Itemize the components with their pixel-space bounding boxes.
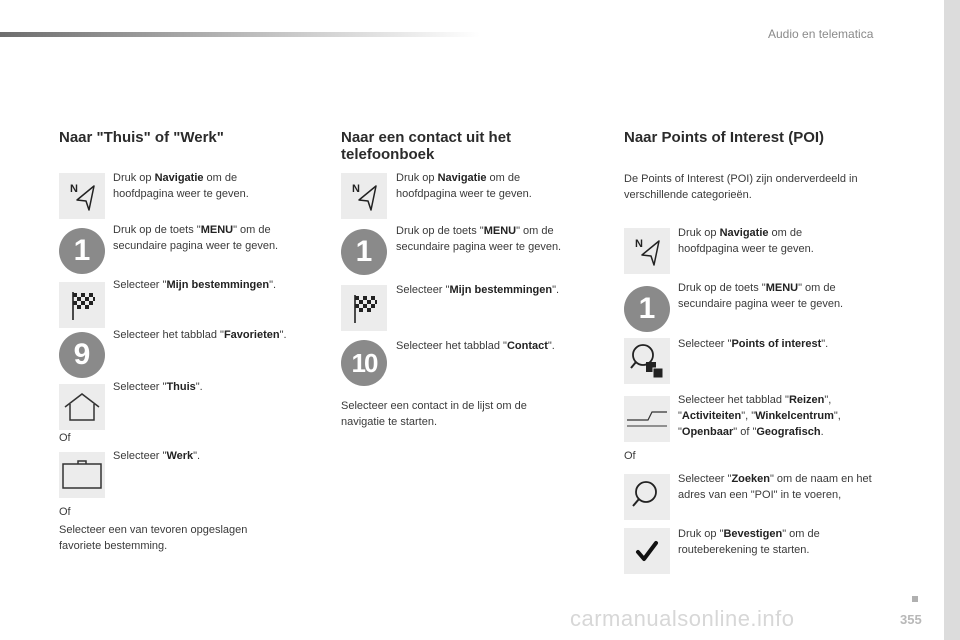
section-label: Audio en telematica [768, 27, 874, 41]
col1-title: Naar "Thuis" of "Werk" [59, 129, 224, 146]
col3-or1: Of [624, 450, 636, 462]
col1-step2: Druk op de toets "MENU" om de secundaire pagina weer te geven. [113, 224, 279, 252]
col1-step4: Selecteer het tabblad "Favorieten". [113, 329, 287, 341]
col3-step3: Selecteer "Points of interest". [678, 338, 829, 350]
navigation-icon [59, 173, 105, 219]
svg-text:N: N [635, 238, 643, 250]
col1-step3: Selecteer "Mijn bestemmingen". [113, 279, 277, 291]
col2-step4: Selecteer het tabblad "Contact". [396, 340, 555, 352]
col2-final: Selecteer een contact in de lijst om de navigatie te starten. [341, 400, 527, 428]
col3-step5: Selecteer "Zoeken" om de naam en het adres van een "POI" in te voeren, [678, 473, 872, 501]
page-dot [912, 596, 918, 602]
col1-or1: Of [59, 432, 71, 444]
navigation-icon [341, 173, 387, 219]
col2-step1: Druk op Navigatie om de hoofdpagina weer te geven. [396, 172, 532, 200]
search-icon [624, 474, 670, 520]
home-icon [59, 384, 105, 430]
poi-search-icon [624, 338, 670, 384]
col3-step1: Druk op Navigatie om de hoofdpagina weer te geven. [678, 227, 814, 255]
col1-final: Selecteer een van tevoren opgeslagen favoriete bestemming. [59, 524, 248, 552]
step-badge: 9 [59, 332, 105, 378]
col1-step5: Selecteer "Thuis". [113, 381, 203, 393]
header-rule [0, 32, 480, 37]
col3-step6: Druk op "Bevestigen" om de routeberekening te starten. [678, 528, 820, 556]
col1-step6: Selecteer "Werk". [113, 450, 201, 462]
step-badge: 1 [341, 229, 387, 275]
page-number: 355 [900, 612, 922, 627]
col2-title: Naar een contact uit het telefoonboek [341, 129, 512, 163]
page-edge-bar [944, 0, 960, 640]
watermark: carmanualsonline.info [570, 606, 795, 631]
svg-text:N: N [70, 183, 78, 195]
briefcase-icon [59, 452, 105, 498]
step-badge: 10 [341, 340, 387, 386]
step-badge: 1 [59, 228, 105, 274]
col3-step4: Selecteer het tabblad "Reizen", "Activiteiten", "Winkelcentrum", "Openbaar" of "Geografisch. [678, 394, 841, 438]
col3-step2: Druk op de toets "MENU" om de secundaire pagina weer te geven. [678, 282, 844, 310]
col1-step1: Druk op Navigatie om de hoofdpagina weer te geven. [113, 172, 249, 200]
navigation-icon [624, 228, 670, 274]
col1-or2: Of [59, 506, 71, 518]
col2-step2: Druk op de toets "MENU" om de secundaire pagina weer te geven. [396, 225, 562, 253]
tab-icon [624, 396, 670, 442]
checkered-flag-icon [59, 282, 105, 328]
checkmark-icon [624, 528, 670, 574]
checkered-flag-icon [341, 285, 387, 331]
col3-intro: De Points of Interest (POI) zijn onderverdeeld in verschillende categorieën. [624, 173, 858, 201]
col3-title: Naar Points of Interest (POI) [624, 129, 825, 146]
step-badge: 1 [624, 286, 670, 332]
col2-step3: Selecteer "Mijn bestemmingen". [396, 284, 560, 296]
svg-text:N: N [352, 183, 360, 195]
